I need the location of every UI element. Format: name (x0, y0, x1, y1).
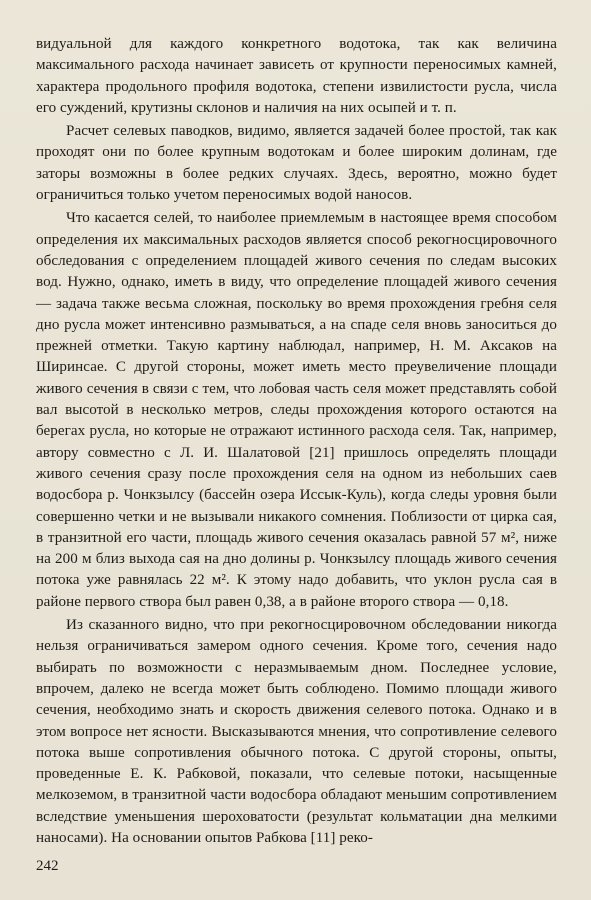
page-number: 242 (36, 858, 59, 874)
paragraph-continuation: видуальной для каждого конкретного водотока, так как величина максимального расхода начинает зависеть от крупности переносимых камней, характера продольного профиля водотока, степени извилистости русла, числа его суждений, крутизны склонов и наличия на них осыпей и т. п. (36, 36, 557, 116)
body-text (36, 34, 557, 849)
paragraph-cross-sections: Из сказанного видно, что при рекогносцировочном обследовании никогда нельзя ограничиваться замером одного сечения. Кроме того, сечения надо выбирать по возможности с неразмываемым дном. Последнее условие, впрочем, далеко не всегда может быть соблюдено. Помимо площади живого сечения, необходимо знать и скорость движения селевого потока. Однако и в этом вопросе нет ясности. Высказываются мнения, что сопротивление селевого потока выше сопротивления обычного потока. С другой стороны, опыты, проведенные Е. К. Рабковой, показали, что селевые потоки, насыщенные мелкоземом, в транзитной части водосбора обладают меньшим сопротивлением вследствие уменьшения шероховатости (результат кольматации дна мелкими наносами). На основании опытов Рабкова [11] реко- (36, 617, 557, 846)
paragraph-reconnaissance-method: Что касается селей, то наиболее приемлемым в настоящее время способом определения их максимальных расходов является способ рекогносцировочного обследования с определением площадей живого сечения по следам высоких вод. Нужно, однако, иметь в виду, что определение площадей живого сечения — задача также весьма сложная, поскольку во время прохождения гребня селя дно русла может интенсивно размываться, а на спаде селя вновь заноситься до прежней отметки. Такую картину наблюдал, например, Н. М. Аксаков на Ширинсае. С другой стороны, может иметь место преувеличение площади живого сечения в связи с тем, что лобовая часть селя может представлять собой вал высотой в несколько метров, следы прохождения которого остаются на берегах русла, но которые не отражают истинного расхода селя. Так, например, автору совместно с Л. И. Шалатовой [21] пришлось определять площади живого сечения сразу после прохождения селя на одном из небольших саев водосбора р. Чонкзылсу (бассейн озера Иссык-Куль), когда следы уровня были совершенно четки и не вызывали никакого сомнения. Поблизости от цирка сая, в транзитной его части, площадь живого сечения оказалась равной 57 м², ниже на 200 м близ выхода сая на дно долины р. Чонкзылсу площадь живого сечения потока уже равнялась 22 м². К этому надо добавить, что уклон русла сая в районе первого створа был равен 0,38, а в районе второго створа — 0,18. (36, 210, 557, 610)
paragraph-mudflow-floods: Расчет селевых паводков, видимо, является задачей более простой, так как проходят они по более крупным водотокам и более широким долинам, где заторы возможны в более редких случаях. Здесь, вероятно, можно будет ограничиться только учетом переносимых водой наносов. (36, 123, 557, 204)
